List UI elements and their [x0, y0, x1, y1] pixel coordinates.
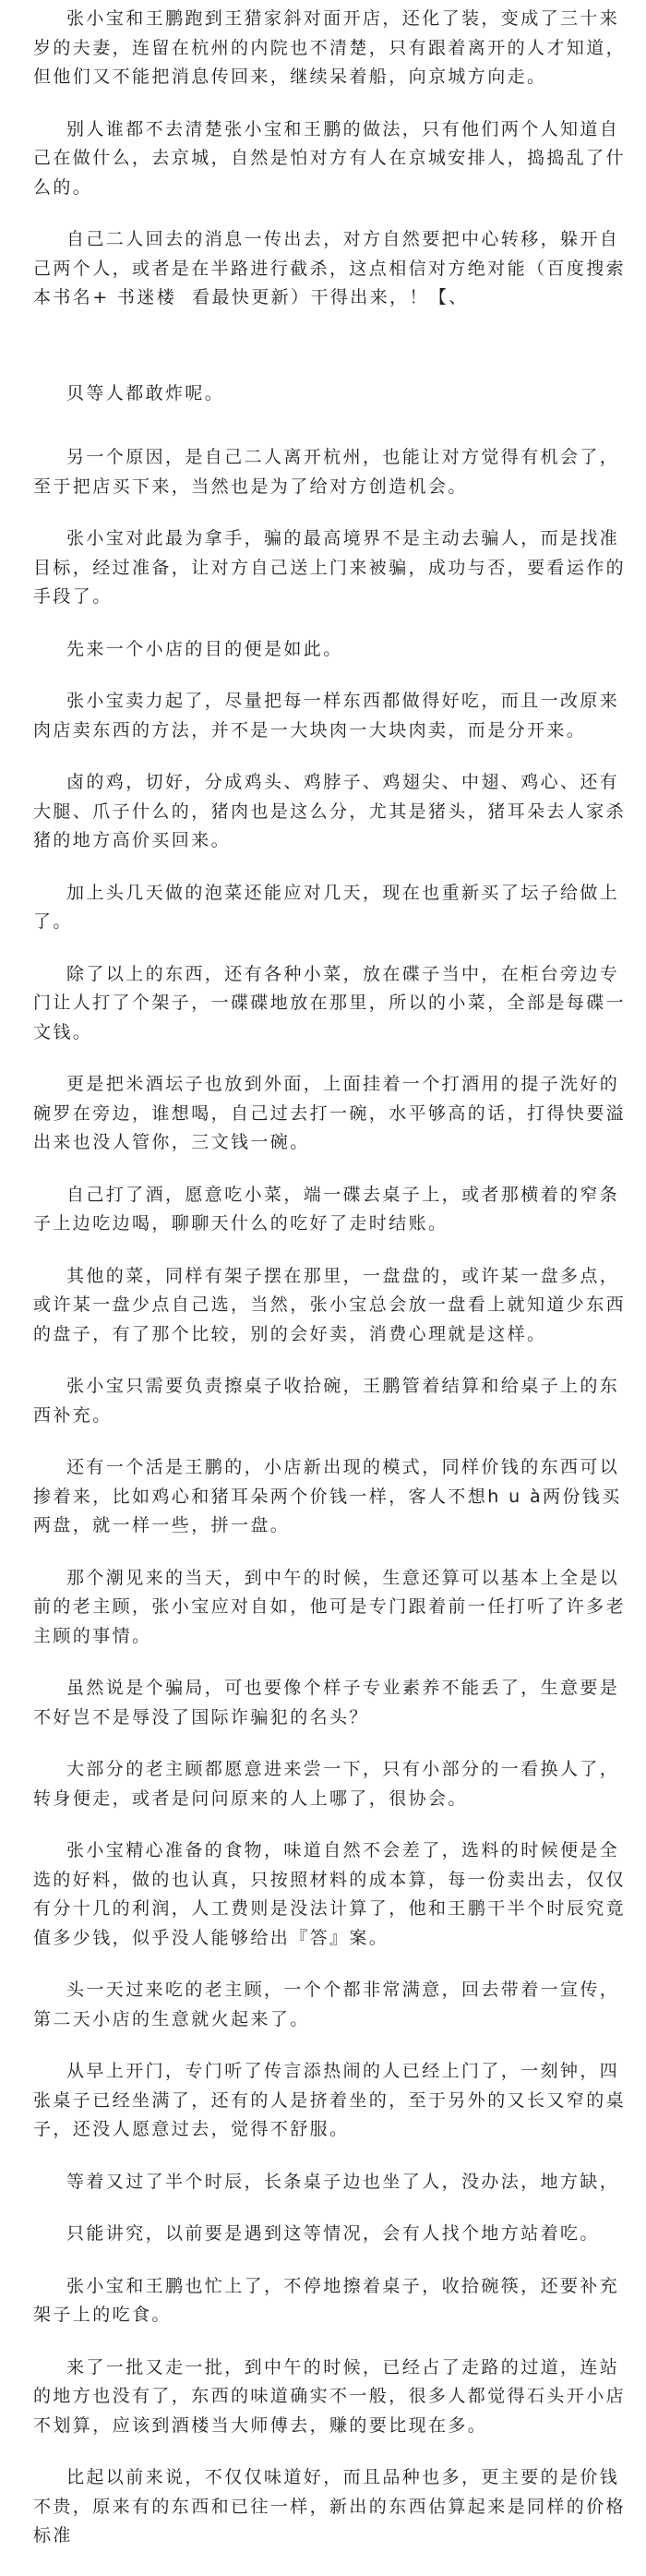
paragraph-line: 有分十几的利润，人工费则是没法计算了，他和王鹏干半个时辰究竟 — [33, 1898, 627, 1919]
article-body — [33, 5, 633, 2551]
paragraph-line: 西补充。 — [33, 1404, 113, 1426]
paragraph — [33, 2057, 633, 2145]
paragraph-line: 别人谁都不去清楚张小宝和王鹏的做法，只有他们两个人知道自 — [66, 118, 620, 139]
paragraph-line: 转身便走，或者是问问原来的人上哪了，很协会。 — [33, 1788, 468, 1809]
paragraph-line: 文钱。 — [33, 1021, 93, 1042]
paragraph-line: 子，还没人愿意过去，觉得不舒服。 — [33, 2119, 350, 2139]
paragraph-line: 张小宝精心准备的食物，味道自然不会差了，选料的时候便是全 — [66, 1840, 620, 1860]
paragraph — [33, 1755, 633, 1813]
paragraph-line: 选的好料，做的也认真，只按照材料的成本算，每一份卖出去，仅仅 — [33, 1869, 627, 1890]
paragraph-line: 张小宝和王鹏也忙上了，不停地擦着桌子，收拾碗筷，还要补充 — [66, 2275, 620, 2296]
paragraph-line: 等着又过了半个时辰，长条桌子边也坐了人，没办法，地方缺， — [66, 2171, 620, 2192]
paragraph — [33, 960, 633, 1048]
paragraph-line: 张小宝和王鹏跑到王猎家斜对面开店，还化了装，变成了三十来 — [66, 8, 620, 29]
paragraph-line: 值多少钱，似乎没人能够给出『答』案。 — [33, 1927, 389, 1948]
paragraph-line: 只能讲究，以前要是遇到这等情况，会有人找个地方站着吃。 — [66, 2223, 600, 2244]
paragraph-line: 己两个人，或者是在半路进行截杀，这点相信对方绝对能（百度搜索 — [33, 258, 627, 279]
paragraph-line: 主顾的事情。 — [33, 1625, 152, 1646]
paragraph-line: 张桌子已经坐满了，还有的人是挤着坐的，至于另外的又长又窄的桌 — [33, 2089, 627, 2111]
paragraph-line: 来了一批又走一批，到中午的时候，已经占了走路的过道，连站 — [66, 2356, 620, 2377]
paragraph — [33, 687, 633, 745]
paragraph — [33, 379, 633, 409]
paragraph — [33, 443, 633, 501]
paragraph — [33, 1453, 633, 1541]
paragraph-line: 岁的夫妻，连留在杭州的内院也不清楚，只有跟着离开的人才知道， — [33, 37, 627, 58]
paragraph-line: 先来一个小店的目的便是如此。 — [66, 638, 343, 659]
paragraph-line: 从早上开门，专门听了传言添热闹的人已经上门了，一刻钟，四 — [66, 2061, 620, 2081]
paragraph — [33, 225, 633, 313]
paragraph — [33, 2168, 633, 2197]
paragraph — [33, 635, 633, 665]
paragraph-line: 掺着来，比如鸡心和猪耳朵两个价钱一样，客人不想h u à两份钱买 — [33, 1486, 622, 1507]
paragraph-line: 贝等人都敢炸呢。 — [66, 382, 225, 403]
paragraph-line: 至于把店买下来，当然也是为了给对方创造机会。 — [33, 475, 468, 497]
paragraph-line: 更是把米酒坛子也放到外面，上面挂着一个打酒用的提子洗好的 — [66, 1074, 620, 1094]
paragraph-line: 猪的地方高价买回来。 — [33, 830, 232, 850]
paragraph-line: 子上边吃边喝，聊聊天什么的吃好了走时结账。 — [33, 1213, 449, 1234]
paragraph-line: 卤的鸡，切好，分成鸡头、鸡脖子、鸡翅尖、中翅、鸡心、还有 — [66, 772, 620, 792]
paragraph-line: 张小宝卖力起了，尽量把每一样东西都做得好吃，而且一改原来 — [66, 691, 620, 711]
paragraph — [33, 5, 633, 92]
paragraph — [33, 1372, 633, 1430]
paragraph-line: 头一天过来吃的老主顾，一个个都非常满意，回去带着一宣传， — [66, 1980, 620, 2000]
paragraph — [33, 1181, 633, 1239]
paragraph-line: 大部分的老主顾都愿意进来尝一下，只有小部分的一看换人了， — [66, 1759, 620, 1779]
paragraph-line: 除了以上的东西，还有各种小菜，放在碟子当中，在柜台旁边专 — [66, 963, 620, 984]
paragraph-line: 自己打了酒，愿意吃小菜，端一碟去桌子上，或者那横着的窄条 — [66, 1184, 620, 1205]
paragraph-line: 标准 — [33, 2525, 73, 2546]
paragraph-line: 的地方也没有了，东西的味道确实不一般，很多人都觉得石头开小店 — [33, 2386, 627, 2406]
paragraph-line: 比起以前来说，不仅仅味道好，而且品种也多，更主要的是价钱 — [66, 2467, 620, 2487]
paragraph — [33, 1976, 633, 2034]
paragraph-line: 第二天小店的生意就火起来了。 — [33, 2008, 310, 2029]
paragraph — [33, 115, 633, 203]
paragraph-line: 的盘子，有了那个比较，别的会好卖，消费心理就是这样。 — [33, 1323, 547, 1344]
paragraph-line: 或许某一盘少点自己选，当然，张小宝总会放一盘看上就知道少东西 — [33, 1294, 627, 1315]
paragraph — [33, 2272, 633, 2330]
paragraph-line: 加上头几天做的泡菜还能应对几天，现在也重新买了坛子给做上 — [66, 882, 620, 903]
paragraph — [33, 879, 633, 937]
paragraph-line: 己在做什么，去京城，自然是怕对方有人在京城安排人，捣捣乱了什 — [33, 148, 627, 168]
paragraph-line: 另一个原因，是自己二人离开杭州，也能让对方觉得有机会了， — [66, 447, 620, 467]
paragraph-line: 大腿、爪子什么的，猪肉也是这么分，尤其是猪头，猪耳朵去人家杀 — [33, 800, 627, 822]
paragraph-line: 虽然说是个骗局，可也要像个样子专业素养不能丢了，生意要是 — [66, 1678, 620, 1698]
paragraph-line: 架子上的吃食。 — [33, 2305, 172, 2325]
paragraph — [33, 1674, 633, 1732]
paragraph-line: 门让人打了个架子，一碟碟地放在那里，所以的小菜，全部是每碟一 — [33, 993, 627, 1013]
paragraph — [33, 2353, 633, 2441]
paragraph — [33, 1836, 633, 1953]
paragraph-line: 本书名+ 书迷楼 看最快更新）干得出来，！【、 — [33, 287, 469, 307]
paragraph — [33, 1564, 633, 1652]
paragraph-line: 张小宝只需要负责擦桌子收拾碗，王鹏管着结算和给桌子上的东 — [66, 1376, 620, 1396]
paragraph — [33, 768, 633, 856]
paragraph-line: 不贵，原来有的东西和已往一样，新出的东西估算起来是同样的价格 — [33, 2496, 627, 2517]
paragraph-line: 两盘，就一样一些，拼一盘。 — [33, 1515, 291, 1535]
paragraph-line: 目标，经过准备，让对方自己送上门来被骗，成功与否，要看运作的 — [33, 557, 627, 578]
paragraph-line: 么的。 — [33, 176, 93, 198]
paragraph-line: 但他们又不能把消息传回来，继续呆着船，向京城方向走。 — [33, 66, 547, 87]
paragraph-line: 那个潮见来的当天，到中午的时候，生意还算可以基本上全是以 — [66, 1567, 620, 1588]
paragraph-line: 还有一个活是王鹏的，小店新出现的模式，同样价钱的东西可以 — [66, 1457, 620, 1477]
paragraph-line: 不划算，应该到酒楼当大师傅去，赚的要比现在多。 — [33, 2414, 488, 2436]
paragraph — [33, 2220, 633, 2249]
paragraph — [33, 2463, 633, 2551]
paragraph-line: 了。 — [33, 911, 73, 932]
paragraph-line: 自己二人回去的消息一传出去，对方自然要把中心转移，躲开自 — [66, 229, 620, 249]
paragraph-line: 前的老主顾，张小宝应对自如，他可是专门跟着前一任打听了许多老 — [33, 1596, 627, 1617]
paragraph — [33, 1262, 633, 1350]
paragraph — [33, 524, 633, 612]
paragraph-line: 肉店卖东西的方法，并不是一大块肉一大块肉卖，而是分开来。 — [33, 719, 587, 740]
paragraph — [33, 1070, 633, 1158]
paragraph-line: 其他的菜，同样有架子摆在那里，一盘盘的，或许某一盘多点， — [66, 1265, 620, 1286]
paragraph-line: 张小宝对此最为拿手，骗的最高境界不是主动去骗人，而是找准 — [66, 528, 620, 548]
paragraph-line: 手段了。 — [33, 586, 113, 607]
paragraph-line: 出来也没人管你，三文钱一碗。 — [33, 1132, 310, 1152]
paragraph-line: 碗罗在旁边，谁想喝，自己过去打一碗，水平够高的话，打得快要溢 — [33, 1102, 627, 1124]
paragraph-line: 不好岂不是辱没了国际诈骗犯的名头？ — [33, 1706, 369, 1727]
